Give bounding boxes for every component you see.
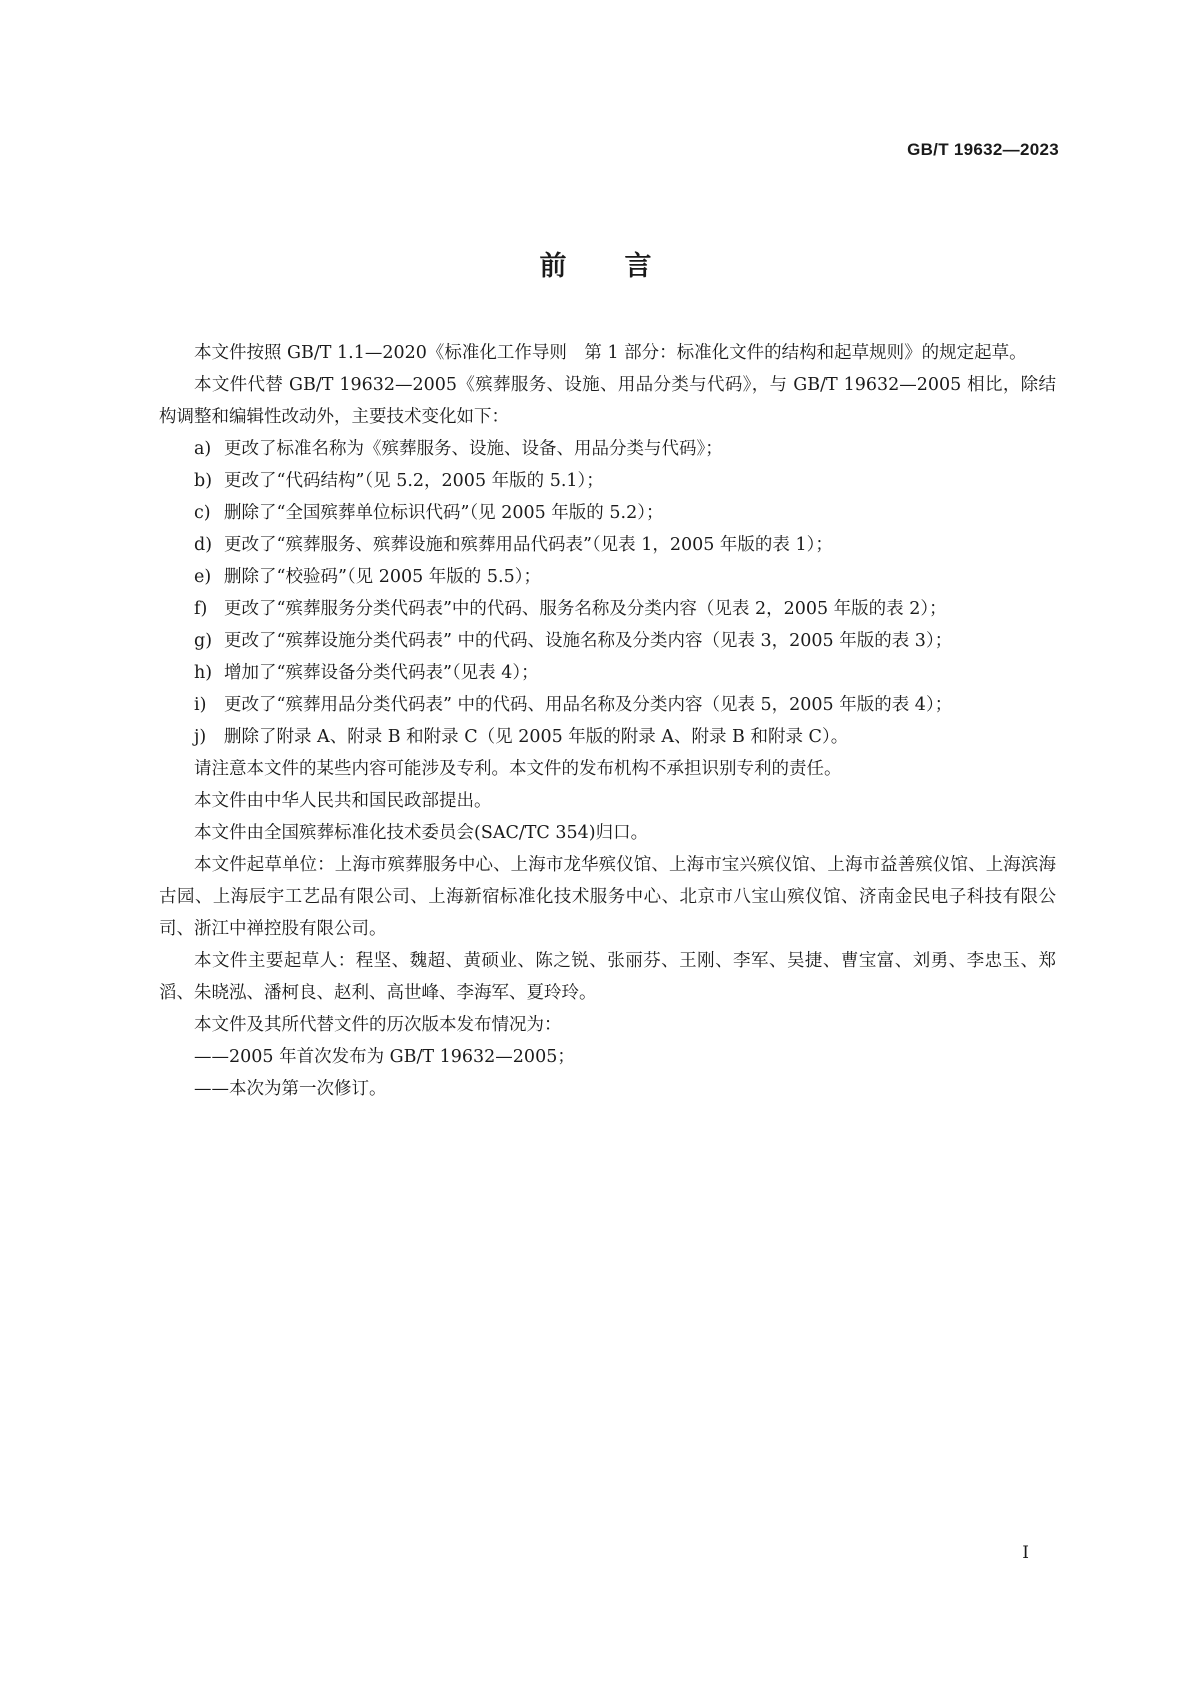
paragraph-proposed-by: 本文件由中华人民共和国民政部提出。 [194,791,492,811]
list-item [159,497,1056,529]
list-item [159,625,1056,657]
page-title: 前言 [539,251,710,282]
standard-code: GB/T 19632—2023 [907,140,1059,159]
list-item-text: 更改了“殡葬设施分类代码表” 中的代码、设施名称及分类内容（见表 3，2005 年版的表 3）； [224,631,953,651]
list-marker: b) [194,471,213,491]
list-marker: j) [194,727,207,747]
list-item-text: 更改了“殡葬服务、殡葬设施和殡葬用品代码表”（见表 1，2005 年版的表 1）； [224,535,833,555]
list-item-text: 删除了“校验码”（见 2005 年版的 5.5）； [224,567,541,587]
list-item [159,561,1056,593]
list-marker: h) [194,663,213,683]
list-marker: g) [194,631,213,651]
list-item-text: 更改了“殡葬用品分类代码表” 中的代码、用品名称及分类内容（见表 5，2005 年版的表 4）； [224,695,953,715]
paragraph-patent: 请注意本文件的某些内容可能涉及专利。本文件的发布机构不承担识别专利的责任。 [194,759,842,779]
foreword-body [159,337,1056,1105]
paragraph-history-intro: 本文件及其所代替文件的历次版本发布情况为： [194,1015,562,1035]
history-list [159,1041,1056,1105]
list-item [159,689,1056,721]
paragraph-drafters: 本文件主要起草人：程坚、魏超、黄硕业、陈之锐、张丽芬、王刚、李军、吴捷、曹宝富、刘勇、李忠玉、郑滔、朱晓泓、潘柯良、赵利、高世峰、李海军、夏玲玲。 [159,951,1056,1003]
page-number: I [1022,1543,1029,1563]
paragraph-basis: 本文件按照 GB/T 1.1—2020《标准化工作导则 第 1 部分：标准化文件的结构和起草规则》的规定起草。 [194,343,1027,363]
paragraph-replaces: 本文件代替 GB/T 19632—2005《殡葬服务、设施、用品分类与代码》，与 GB/T 19632—2005 相比，除结构调整和编辑性改动外，主要技术变化如下： [159,375,1056,427]
list-marker: i) [194,695,207,715]
paragraph-drafting-units: 本文件起草单位：上海市殡葬服务中心、上海市龙华殡仪馆、上海市宝兴殡仪馆、上海市益善殡仪馆、上海滨海古园、上海辰宇工艺品有限公司、上海新宿标准化技术服务中心、北京市八宝山殡仪馆、济南金民电子科技有限公司、浙江中禅控股有限公司。 [159,855,1056,939]
list-marker: e) [194,567,212,587]
list-item-text: 增加了“殡葬设备分类代码表”（见表 4）； [224,663,539,683]
list-marker: c) [194,503,211,523]
list-marker: f) [194,599,208,619]
list-item-text: 删除了附录 A、附录 B 和附录 C（见 2005 年版的附录 A、附录 B 和附录 C）。 [224,727,849,747]
list-item [159,433,1056,465]
list-item [159,465,1056,497]
history-item: ——本次为第一次修订。 [194,1079,387,1099]
list-item [159,657,1056,689]
list-item [159,721,1056,753]
list-item-text: 更改了标准名称为《殡葬服务、设施、设备、用品分类与代码》； [224,439,723,459]
list-marker: a) [194,439,212,459]
paragraph-managed-by: 本文件由全国殡葬标准化技术委员会(SAC/TC 354)归口。 [194,823,649,843]
history-item: ——2005 年首次发布为 GB/T 19632—2005； [194,1047,575,1067]
list-marker: d) [194,535,213,555]
list-item [159,593,1056,625]
list-item-text: 更改了“殡葬服务分类代码表”中的代码、服务名称及分类内容（见表 2，2005 年版的表 2）； [224,599,947,619]
list-item-text: 更改了“代码结构”（见 5.2，2005 年版的 5.1）； [224,471,604,491]
changes-list [159,433,1056,753]
list-item-text: 删除了“全国殡葬单位标识代码”（见 2005 年版的 5.2）； [224,503,664,523]
list-item [159,529,1056,561]
